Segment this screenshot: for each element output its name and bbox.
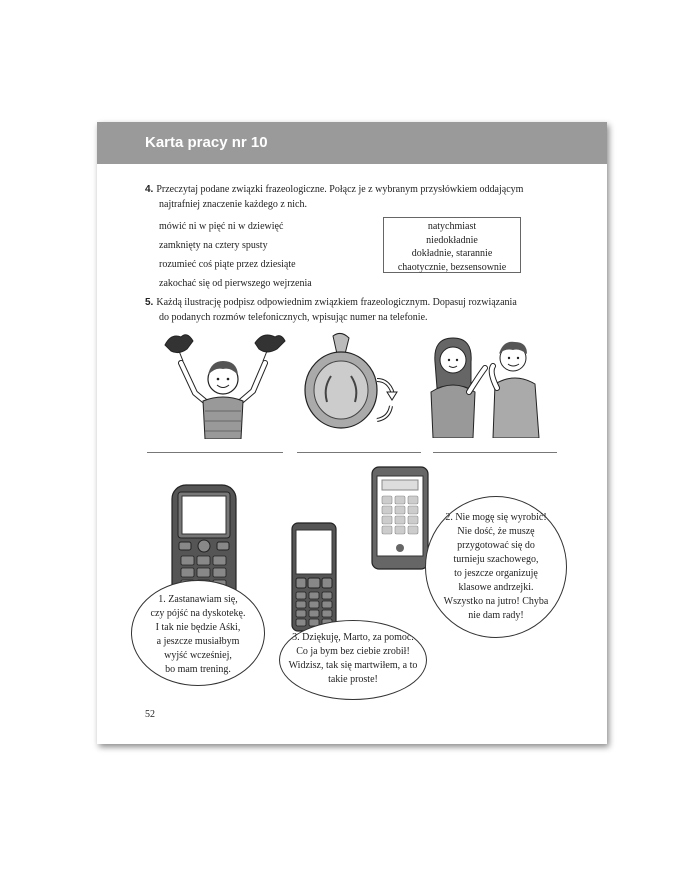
idiom-item[interactable]: zamknięty na cztery spusty [159,240,268,251]
task4-number: 4. [145,184,154,195]
adverb-item[interactable]: niedokładnie [426,234,478,246]
phone-key[interactable] [382,506,392,514]
phone-key[interactable] [322,610,332,617]
phone-key[interactable] [408,516,418,524]
phone-key[interactable] [408,496,418,504]
answer-line-2[interactable] [297,452,421,453]
adverb-item[interactable]: dokładnie, starannie [411,248,493,259]
phone-key[interactable] [408,506,418,514]
header-bar [97,122,607,164]
speech-bubble-3 [279,620,427,700]
phone-key[interactable] [395,516,405,524]
phone-key[interactable] [395,496,405,504]
bubble-1-line: czy pójść na dyskotekę. [150,608,246,619]
bubble-2-line: 2. Nie mogę się wyrobić! [445,512,547,523]
girl-and-boy-illustration [423,332,553,438]
phone-key[interactable] [296,601,306,608]
idiom-list [159,217,312,293]
bubble-2-line: Nie dość, że muszę [457,526,535,537]
bubble-3-line: 3. Dziękuję, Marto, za pomoc. [292,632,414,643]
bubble-2-line: turnieju szachowego, [453,554,539,565]
feature-phone-2[interactable] [291,522,337,632]
adverb-box [383,217,521,273]
idiom-item[interactable]: rozumieć coś piąte przez dziesiąte [159,259,296,270]
phone-key[interactable] [197,556,210,565]
bubble-2-line: Wszystko na jutro! Chyba [443,596,549,607]
phone-key[interactable] [296,592,306,599]
phone-key[interactable] [382,496,392,504]
speech-bubble-2 [425,496,567,638]
phone-key[interactable] [309,610,319,617]
bubble-2-line: nie dam rady! [468,610,524,621]
phone-key[interactable] [408,526,418,534]
bubble-3-line: Widzisz, tak się martwiłem, a to [288,660,418,671]
phone-key[interactable] [395,506,405,514]
worksheet-page [97,122,607,744]
phone-key[interactable] [213,568,226,577]
task4-instruction-line2: najtrafniej znaczenie każdego z nich. [159,199,307,210]
bubble-1-line: wyjść wcześniej, [164,650,232,661]
page-number: 52 [145,709,155,720]
phone-key[interactable] [197,568,210,577]
bubble-2-line: to jeszcze organizuję [454,568,538,579]
phone-key[interactable] [395,526,405,534]
phone-key[interactable] [382,526,392,534]
task5-instruction-line1: Każdą ilustrację podpisz odpowiednim związkiem frazeologicznym. Dopasuj rozwiązania [156,297,517,308]
adverb-item[interactable]: chaotycznie, bezsensownie [397,261,507,273]
bubble-3-line: takie proste! [328,674,378,685]
adverb-item[interactable]: natychmiast [427,221,477,232]
idiom-item[interactable]: zakochać się od pierwszego wejrzenia [159,278,312,289]
task5-number: 5. [145,297,154,308]
speech-bubble-1 [131,580,265,686]
answer-line-3[interactable] [433,452,557,453]
bubble-2-line: klasowe andrzejki. [458,582,534,593]
phone-key[interactable] [181,556,194,565]
bubble-1-line: a jeszcze musiałbym [156,636,240,647]
task5-instruction [145,295,565,325]
smartphone-3[interactable] [371,466,429,570]
phone-key[interactable] [309,592,319,599]
medal-illustration [293,332,403,432]
idiom-item[interactable]: mówić ni w pięć ni w dziewięć [159,221,284,232]
bubble-1-line: I tak nie będzie Aśki, [155,622,241,633]
bubble-1-line: bo mam trening. [165,664,231,675]
answer-line-1[interactable] [147,452,283,453]
phone-key[interactable] [296,610,306,617]
bubble-2-line: przygotować się do [457,540,535,551]
phone-key[interactable] [213,556,226,565]
task4-instruction-line1: Przeczytaj podane związki frazeologiczne. Połącz je z wybranym przysłówkiem oddającym [156,184,524,195]
phone-key[interactable] [296,619,306,626]
task4-instruction [145,182,565,212]
bubble-3-line: Co ja bym bez ciebie zrobił! [296,646,410,657]
bubble-1-line: 1. Zastanawiam się, [158,594,238,605]
page-title: Karta pracy nr 10 [145,134,268,151]
task5-instruction-line2: do podanych rozmów telefonicznych, wpisując numer na telefonie. [159,312,428,323]
phone-key[interactable] [181,568,194,577]
boy-with-birds-illustration [157,327,287,439]
phone-key[interactable] [322,601,332,608]
phone-key[interactable] [322,592,332,599]
phone-key[interactable] [382,516,392,524]
phone-key[interactable] [309,601,319,608]
